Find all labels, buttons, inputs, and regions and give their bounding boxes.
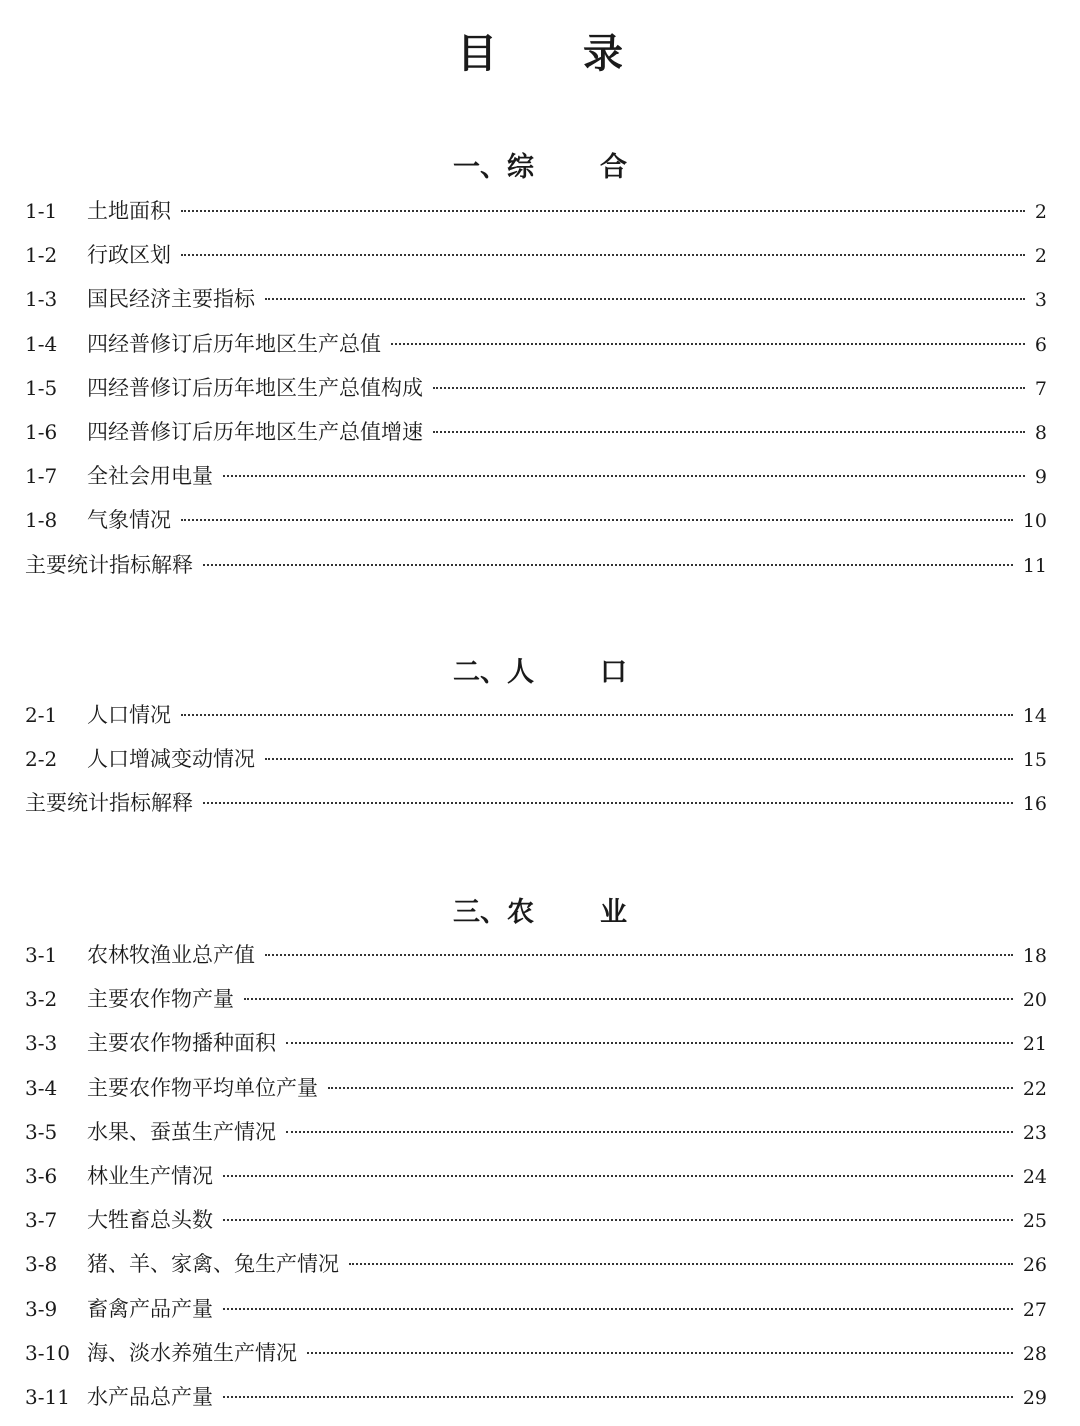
toc-entry-number: 1-3 bbox=[25, 287, 58, 312]
toc-entry-page: 18 bbox=[1022, 945, 1047, 967]
toc-entry-number: 1-7 bbox=[25, 464, 58, 489]
toc-entry-page: 11 bbox=[1022, 554, 1047, 577]
toc-entry-title: 水果、蚕茧生产情况 bbox=[87, 1119, 276, 1144]
toc-entry-number: 1-8 bbox=[25, 508, 58, 533]
section-heading-agriculture bbox=[0, 895, 1080, 931]
toc-entry-title: 林业生产情况 bbox=[87, 1163, 213, 1188]
toc-list-agriculture bbox=[25, 940, 1047, 1426]
dot-leader bbox=[181, 210, 1025, 212]
toc-entry[interactable] bbox=[25, 417, 1047, 461]
toc-entry-page: 26 bbox=[1022, 1254, 1047, 1277]
toc-entry-page: 10 bbox=[1022, 510, 1047, 533]
section-heading-general bbox=[0, 150, 1080, 186]
toc-entry-title: 海、淡水养殖生产情况 bbox=[87, 1340, 297, 1365]
toc-entry-title: 四经普修订后历年地区生产总值增速 bbox=[87, 419, 423, 444]
toc-entry-page: 3 bbox=[1034, 289, 1047, 312]
toc-entry[interactable] bbox=[25, 505, 1047, 549]
toc-list-general bbox=[25, 196, 1047, 594]
toc-entry-number: 1-2 bbox=[25, 243, 58, 268]
toc-entry-number: 1-6 bbox=[25, 419, 58, 444]
toc-entry[interactable] bbox=[25, 1249, 1047, 1293]
page-title bbox=[0, 26, 1080, 82]
toc-entry-number: 3-3 bbox=[25, 1031, 58, 1056]
toc-entry-number: 1-5 bbox=[25, 375, 58, 400]
toc-entry-page: 23 bbox=[1022, 1121, 1047, 1144]
toc-entry-title: 主要农作物产量 bbox=[87, 987, 234, 1012]
toc-entry[interactable] bbox=[25, 550, 1047, 594]
dot-leader bbox=[265, 298, 1025, 300]
dot-leader bbox=[433, 431, 1025, 433]
dot-leader bbox=[181, 254, 1025, 256]
toc-entry[interactable] bbox=[25, 1117, 1047, 1161]
toc-entry-title: 主要统计指标解释 bbox=[25, 791, 193, 816]
dot-leader bbox=[265, 954, 1013, 956]
dot-leader bbox=[244, 998, 1013, 1000]
toc-entry-number: 2-2 bbox=[25, 747, 58, 772]
toc-entry[interactable] bbox=[25, 1338, 1047, 1382]
toc-entry-page: 14 bbox=[1022, 705, 1047, 727]
toc-list-population bbox=[25, 700, 1047, 833]
page-title-left: 目 bbox=[457, 31, 497, 77]
toc-entry[interactable] bbox=[25, 461, 1047, 505]
toc-entry-title: 畜禽产品产量 bbox=[87, 1296, 213, 1321]
dot-leader bbox=[223, 1396, 1013, 1398]
toc-entry-number: 3-2 bbox=[25, 987, 58, 1012]
toc-entry-page: 7 bbox=[1034, 377, 1047, 400]
toc-entry-page: 24 bbox=[1022, 1165, 1047, 1188]
toc-entry[interactable] bbox=[25, 984, 1047, 1028]
dot-leader bbox=[265, 758, 1013, 760]
toc-entry[interactable] bbox=[25, 788, 1047, 832]
toc-entry-page: 21 bbox=[1022, 1033, 1047, 1056]
toc-entry-title: 气象情况 bbox=[87, 508, 171, 533]
toc-entry[interactable] bbox=[25, 240, 1047, 284]
dot-leader bbox=[286, 1042, 1013, 1044]
toc-entry-title: 人口情况 bbox=[87, 703, 171, 727]
toc-entry[interactable] bbox=[25, 700, 1047, 744]
toc-entry-number: 3-4 bbox=[25, 1075, 58, 1100]
toc-entry-page: 20 bbox=[1022, 989, 1047, 1012]
toc-entry-title: 国民经济主要指标 bbox=[87, 287, 255, 312]
section-heading-right: 合 bbox=[600, 152, 627, 183]
toc-entry-title: 大牲畜总头数 bbox=[87, 1208, 213, 1233]
toc-entry[interactable] bbox=[25, 1161, 1047, 1205]
toc-entry-title: 主要统计指标解释 bbox=[25, 552, 193, 577]
dot-leader bbox=[349, 1263, 1013, 1265]
toc-entry-page: 6 bbox=[1034, 333, 1047, 356]
dot-leader bbox=[181, 714, 1013, 716]
toc-entry-title: 四经普修订后历年地区生产总值构成 bbox=[87, 375, 423, 400]
toc-entry[interactable] bbox=[25, 1073, 1047, 1117]
dot-leader bbox=[223, 1219, 1013, 1221]
toc-entry-number: 3-6 bbox=[25, 1163, 58, 1188]
toc-entry-page: 2 bbox=[1034, 201, 1047, 223]
dot-leader bbox=[223, 1175, 1013, 1177]
toc-entry-page: 16 bbox=[1022, 793, 1047, 816]
toc-entry-page: 2 bbox=[1034, 245, 1047, 268]
toc-entry-title: 主要农作物播种面积 bbox=[87, 1031, 276, 1056]
dot-leader bbox=[223, 475, 1025, 477]
toc-entry-number: 3-7 bbox=[25, 1208, 58, 1233]
section-heading-population bbox=[0, 655, 1080, 691]
toc-entry[interactable] bbox=[25, 1205, 1047, 1249]
dot-leader bbox=[433, 387, 1025, 389]
toc-entry[interactable] bbox=[25, 1028, 1047, 1072]
toc-entry-number: 3-11 bbox=[25, 1384, 70, 1409]
page-title-right: 录 bbox=[583, 31, 623, 77]
toc-entry-title: 土地面积 bbox=[87, 199, 171, 223]
toc-entry[interactable] bbox=[25, 1294, 1047, 1338]
toc-entry-title: 猪、羊、家禽、兔生产情况 bbox=[87, 1252, 339, 1277]
toc-entry[interactable] bbox=[25, 940, 1047, 984]
dot-leader bbox=[203, 802, 1013, 804]
toc-entry-page: 27 bbox=[1022, 1298, 1047, 1321]
toc-entry-number: 3-9 bbox=[25, 1296, 58, 1321]
dot-leader bbox=[391, 343, 1025, 345]
toc-entry-page: 15 bbox=[1022, 749, 1047, 772]
toc-entry-title: 行政区划 bbox=[87, 243, 171, 268]
toc-entry-number: 2-1 bbox=[25, 703, 58, 727]
section-heading-left: 三、农 bbox=[453, 897, 534, 928]
toc-entry-page: 28 bbox=[1022, 1342, 1047, 1365]
dot-leader bbox=[223, 1308, 1013, 1310]
toc-entry[interactable] bbox=[25, 1382, 1047, 1426]
toc-entry-title: 农林牧渔业总产值 bbox=[87, 943, 255, 967]
dot-leader bbox=[203, 564, 1013, 566]
toc-entry-page: 9 bbox=[1034, 466, 1047, 489]
toc-entry-page: 8 bbox=[1034, 421, 1047, 444]
toc-entry[interactable] bbox=[25, 329, 1047, 373]
toc-entry-number: 3-8 bbox=[25, 1252, 58, 1277]
section-heading-left: 二、人 bbox=[453, 657, 534, 688]
toc-entry[interactable] bbox=[25, 196, 1047, 240]
toc-entry[interactable] bbox=[25, 373, 1047, 417]
dot-leader bbox=[328, 1087, 1013, 1089]
toc-entry-title: 全社会用电量 bbox=[87, 464, 213, 489]
section-heading-right: 口 bbox=[600, 657, 627, 688]
section-heading-right: 业 bbox=[600, 897, 627, 928]
dot-leader bbox=[181, 519, 1013, 521]
toc-entry-number: 3-10 bbox=[25, 1340, 70, 1365]
toc-entry[interactable] bbox=[25, 744, 1047, 788]
toc-entry-page: 22 bbox=[1022, 1077, 1047, 1100]
dot-leader bbox=[286, 1131, 1013, 1133]
toc-entry-number: 1-4 bbox=[25, 331, 58, 356]
toc-entry-number: 1-1 bbox=[25, 199, 58, 223]
toc-entry-title: 人口增减变动情况 bbox=[87, 747, 255, 772]
toc-entry-title: 四经普修订后历年地区生产总值 bbox=[87, 331, 381, 356]
dot-leader bbox=[307, 1352, 1013, 1354]
toc-entry-number: 3-5 bbox=[25, 1119, 58, 1144]
section-heading-left: 一、综 bbox=[453, 152, 534, 183]
toc-entry[interactable] bbox=[25, 284, 1047, 328]
toc-entry-number: 3-1 bbox=[25, 943, 58, 967]
toc-entry-title: 水产品总产量 bbox=[87, 1384, 213, 1409]
toc-entry-page: 25 bbox=[1022, 1210, 1047, 1233]
toc-entry-title: 主要农作物平均单位产量 bbox=[87, 1075, 318, 1100]
toc-entry-page: 29 bbox=[1022, 1386, 1047, 1409]
